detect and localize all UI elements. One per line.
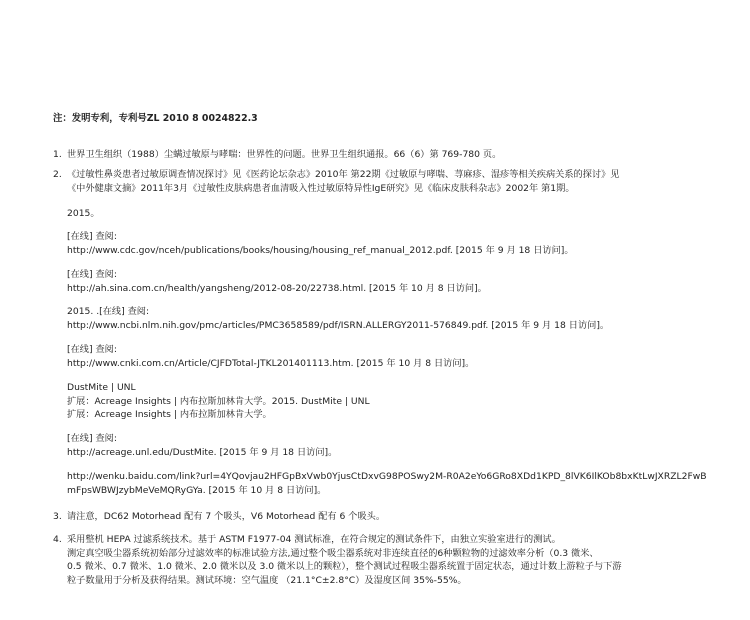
reference-number: 2. [53,169,62,180]
patent-note: 注：发明专利，专利号ZL 2010 8 0024822.3 [53,113,258,124]
online-label: 2015. .[在线] 查阅: [67,306,150,317]
sub-block-dustmite [67,381,717,422]
reference-text: 请注意，DC62 Motorhead 配有 7 个吸头，V6 Motorhead 配有 6 个吸头。 [67,511,386,522]
reference-text: 测定真空吸尘器系统初始部分过滤效率的标准试验方法,通过整个吸尘器系统对非连续直径的6种颗粒物的过滤效率分析（0.3 微米、 [67,547,599,559]
online-label: [在线] 查阅: [67,344,117,355]
reference-link[interactable]: http://acreage.unl.edu/DustMite. [2015 年 9 月 18 日访问]。 [67,446,338,458]
reference-number: 4. [53,534,62,545]
reference-link[interactable]: mFpsWBWJzybMeVeMQRyGYa. [2015 年 10 月 8 日访问]。 [67,484,327,496]
sub-text: 扩展：Acreage Insights | 内布拉斯加林肯大学。2015. DustMite | UNL [67,395,370,407]
sub-block-cnki [67,343,717,370]
reference-link[interactable]: http://www.cnki.com.cn/Article/CJFDTotal-JTKL201401113.htm. [2015 年 10 月 8 日访问]。 [67,357,475,369]
sub-block-ncbi [67,305,717,332]
online-label: [在线] 查阅: [67,269,117,280]
reference-item-1 [53,148,713,162]
sub-block-sina [67,268,717,295]
reference-number: 1. [53,149,62,160]
reference-link[interactable]: http://wenku.baidu.com/link?url=4YQovjau2HFGpBxVwb0YjusCtDxvG98POSwy2M-R0A2eYo6GRo8XDd1KPD_8lVK6IlKOb8bxKtLwJXRZL2FwB [67,471,707,482]
sub-text: 2015。 [67,208,100,219]
reference-text: 《过敏性鼻炎患者过敏原调查情况探讨》见《医药论坛杂志》2010年 第22期《过敏原与哮喘、荨麻疹、湿疹等相关疾病关系的探讨》见 [67,169,620,180]
reference-link[interactable]: http://www.cdc.gov/nceh/publications/books/housing/housing_ref_manual_2012.pdf. [2015 年 9 月 18 日访问]。 [67,244,574,256]
reference-text: 0.5 微米、0.7 微米、1.0 微米、2.0 微米以及 3.0 微米以上的颗粒），整个测试过程吸尘器系统置于固定状态，通过计数上游粒子与下游 [67,561,622,572]
sub-text: 扩展：Acreage Insights | 内布拉斯加林肯大学。 [67,409,272,420]
reference-item-3 [53,510,713,524]
reference-text: 采用整机 HEPA 过滤系统技术。基于 ASTM F1977-04 测试标准，在符合规定的测试条件下，由独立实验室进行的测试。 [67,534,561,545]
reference-item-4 [53,533,713,587]
sub-block-year [67,207,717,221]
sub-text: DustMite | UNL [67,382,136,393]
reference-text: 世界卫生组织（1988）尘螨过敏原与哮喘：世界性的问题。世界卫生组织通报。66（6）第 769-780 页。 [67,149,502,160]
reference-number: 3. [53,511,62,522]
sub-block-cdc [67,230,717,257]
reference-text: 粒子数量用于分析及获得结果。测试环境：空气温度 （21.1°C±2.8°C）及湿度区间 35%-55%。 [67,574,467,586]
reference-link[interactable]: http://www.ncbi.nlm.nih.gov/pmc/articles/PMC3658589/pdf/ISRN.ALLERGY2011-576849.pdf. [2015 年 9 月 18 日访问]。 [67,319,610,331]
reference-text: 《中外健康文摘》2011年3月《过敏性皮肤病患者血清吸入性过敏原特异性IgE研究》见《临床皮肤科杂志》2002年 第1期。 [67,182,575,194]
online-label: [在线] 查阅: [67,231,117,242]
online-label: [在线] 查阅: [67,433,117,444]
reference-link[interactable]: http://ah.sina.com.cn/health/yangsheng/2012-08-20/22738.html. [2015 年 10 月 8 日访问]。 [67,282,487,294]
sub-block-unl [67,432,717,459]
sub-block-baidu [67,470,717,497]
reference-item-2 [53,168,713,195]
